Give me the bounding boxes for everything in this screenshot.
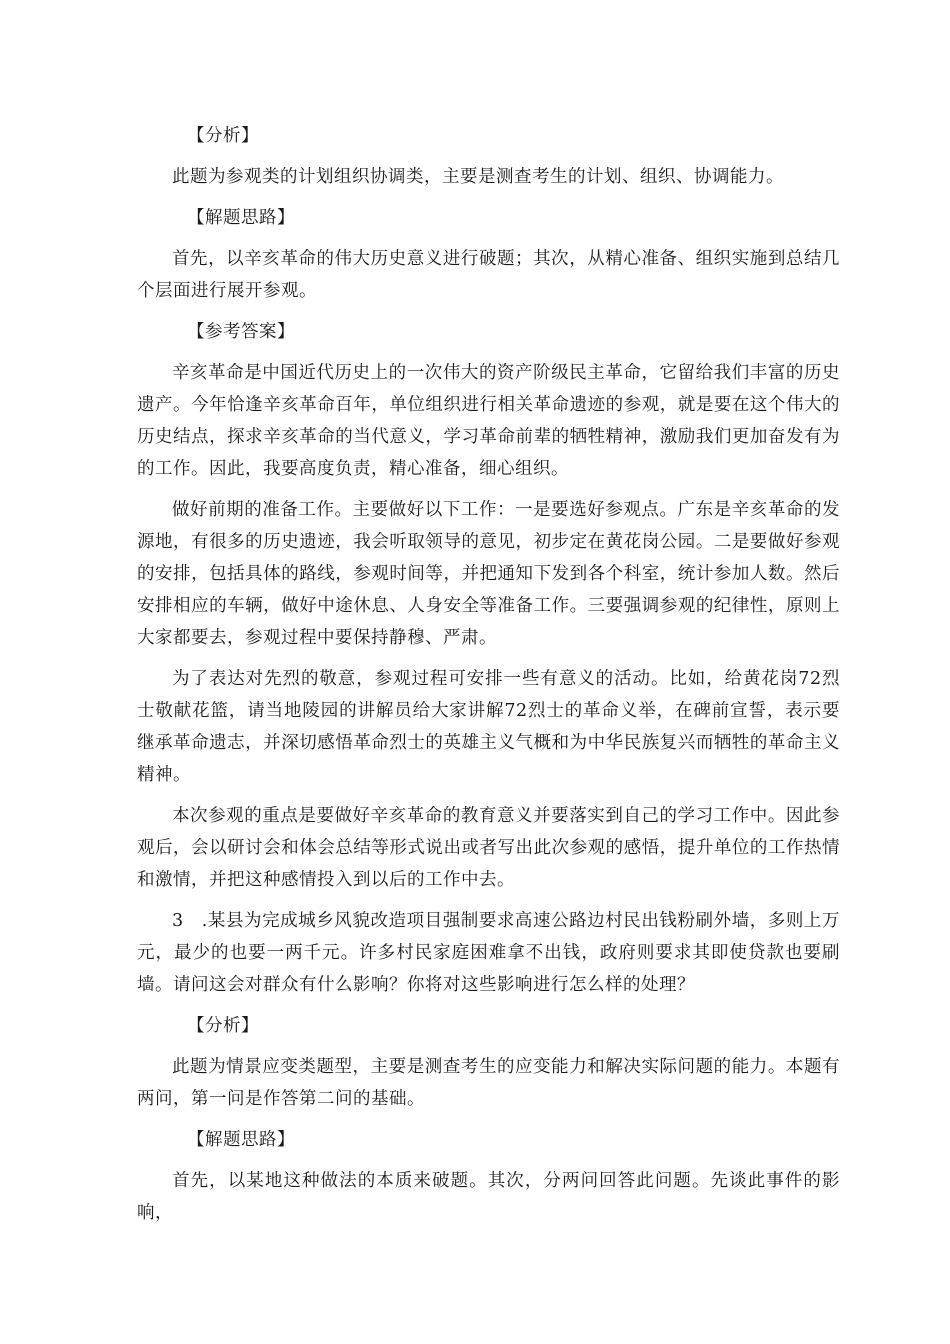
- section-heading-approach-2: 【解题思路】: [187, 1130, 295, 1150]
- analysis-paragraph-2: 此题为情景应变类题型，主要是测查考生的应变能力和解决实际问题的能力。本题有两问，第一问是作答第二问的基础。: [137, 1057, 840, 1109]
- answer-paragraph-intro: 辛亥革命是中国近代历史上的一次伟大的资产阶级民主革命，它留给我们丰富的历史遗产。今年恰逢辛亥革命百年，单位组织进行相关革命遗迹的参观，就是要在这个伟大的历史结点，探求辛亥革命的当代意义，学习革命前辈的牺牲精神，激励我们更加奋发有为的工作。因此，我要高度负责，精心准备，细心组织。: [137, 363, 840, 479]
- section-heading-analysis-2: 【分析】: [187, 1016, 259, 1036]
- section-heading-analysis: 【分析】: [187, 126, 259, 146]
- approach-paragraph: 首先，以辛亥革命的伟大历史意义进行破题；其次，从精心准备、组织实施到总结几个层面进行展开参观。: [137, 249, 840, 301]
- section-heading-answer: 【参考答案】: [187, 322, 295, 342]
- answer-paragraph-preparation: 做好前期的准备工作。主要做好以下工作：一是要选好参观点。广东是辛亥革命的发源地，有很多的历史遗迹，我会听取领导的意见，初步定在黄花岗公园。二是要做好参观的安排，包括具体的路线，参观时间等，并把通知下发到各个科室，统计参加人数。然后安排相应的车辆，做好中途休息、人身安全等准备工作。三要强调参观的纪律性，原则上大家都要去，参观过程中要保持静穆、严肃。: [137, 500, 840, 648]
- answer-paragraph-activities: 为了表达对先烈的敬意，参观过程可安排一些有意义的活动。比如，给黄花岗72烈士敬献花篮，请当地陵园的讲解员给大家讲解72烈士的革命义举，在碑前宣誓，表示要继承革命遗志，并深切感悟革命烈士的英雄主义气概和为中华民族复兴而牺牲的革命主义精神。: [137, 669, 840, 785]
- analysis-paragraph: 此题为参观类的计划组织协调类，主要是测查考生的计划、组织、协调能力。: [172, 167, 784, 187]
- question-3-paragraph: 3 .某县为完成城乡风貌改造项目强制要求高速公路边村民出钱粉刷外墙，多则上万元，最少的也要一两千元。许多村民家庭困难拿不出钱，政府则要求其即使贷款也要刷墙。请问这会对群众有什么影响？你将对这些影响进行怎么样的处理？: [137, 911, 840, 995]
- section-heading-approach: 【解题思路】: [187, 208, 295, 228]
- document-page: [137, 120, 840, 1229]
- answer-paragraph-summary: 本次参观的重点是要做好辛亥革命的教育意义并要落实到自己的学习工作中。因此参观后，会以研讨会和体会总结等形式说出或者写出此次参观的感悟，提升单位的工作热情和激情，并把这种感情投入到以后的工作中去。: [137, 806, 840, 890]
- approach-paragraph-2: 首先，以某地这种做法的本质来破题。其次，分两问回答此问题。先谈此事件的影响，: [137, 1171, 840, 1223]
